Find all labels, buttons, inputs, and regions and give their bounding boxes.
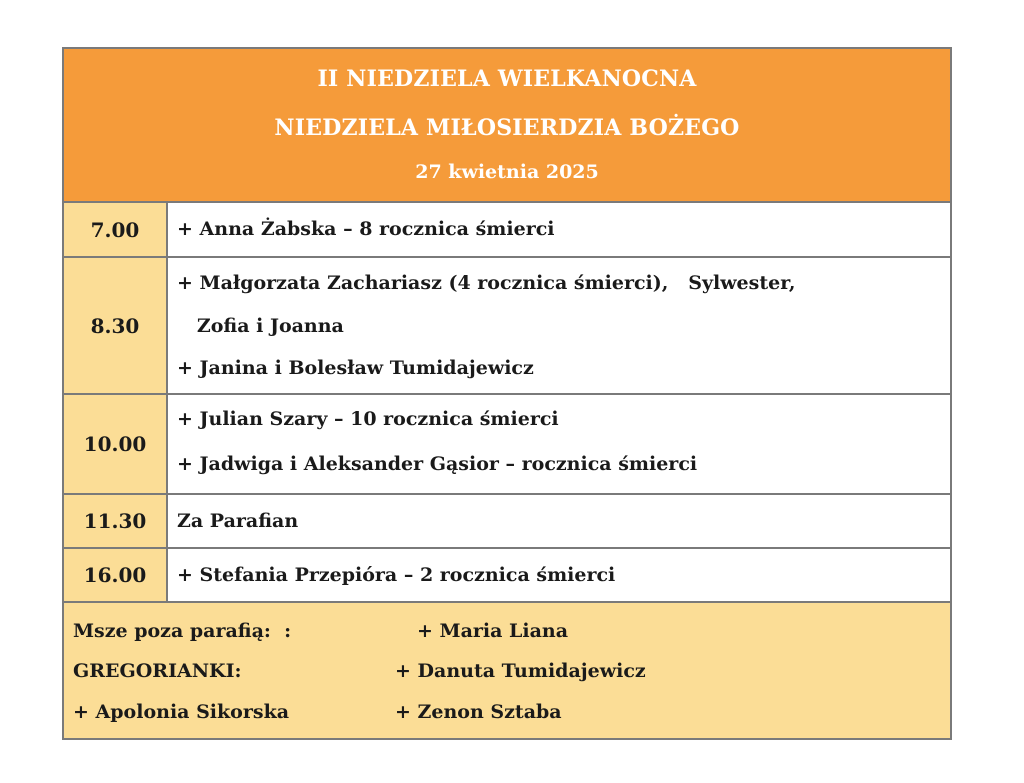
intention-line: + Stefania Przepióra – 2 rocznica śmierci [177,564,616,586]
footer-name: + Zenon Sztaba [395,701,562,723]
mass-intentions [168,395,950,493]
schedule-header [64,49,950,203]
footer-notes [64,603,950,738]
intention-line: + Janina i Bolesław Tumidajewicz [177,357,534,379]
intention-line: Za Parafian [177,510,299,532]
mass-row [64,549,950,601]
footer-label-gregorian: GREGORIANKI: [73,660,242,682]
footer-label-outside: Msze poza parafią: : [73,620,292,642]
mass-intentions [168,549,950,601]
intention-line: + Jadwiga i Aleksander Gąsior – rocznica śmierci [177,453,698,475]
intention-line: Zofia i Joanna [177,315,344,337]
mass-row [64,203,950,256]
sunday-title: II NIEDZIELA WIELKANOCNA [317,66,697,92]
mass-intentions [168,203,950,256]
mass-intentions [168,495,950,547]
intention-line: + Małgorzata Zachariasz (4 rocznica śmierci), Sylwester, [177,272,796,294]
feast-title: NIEDZIELA MIŁOSIERDZIA BOŻEGO [274,115,740,141]
mass-row [64,495,950,547]
mass-time: 7.00 [64,203,168,256]
mass-intentions [168,258,950,393]
mass-row [64,258,950,393]
intention-line: + Julian Szary – 10 rocznica śmierci [177,408,559,430]
footer-name: + Maria Liana [417,620,569,642]
mass-time: 16.00 [64,549,168,601]
intention-line: + Anna Żabska – 8 rocznica śmierci [177,218,555,240]
mass-row [64,395,950,493]
footer-name: + Apolonia Sikorska [73,701,290,723]
footer-name: + Danuta Tumidajewicz [395,660,646,682]
schedule-date: 27 kwietnia 2025 [415,161,599,183]
mass-time: 8.30 [64,258,168,393]
mass-time: 11.30 [64,495,168,547]
schedule-sheet [62,47,952,740]
mass-time: 10.00 [64,395,168,493]
